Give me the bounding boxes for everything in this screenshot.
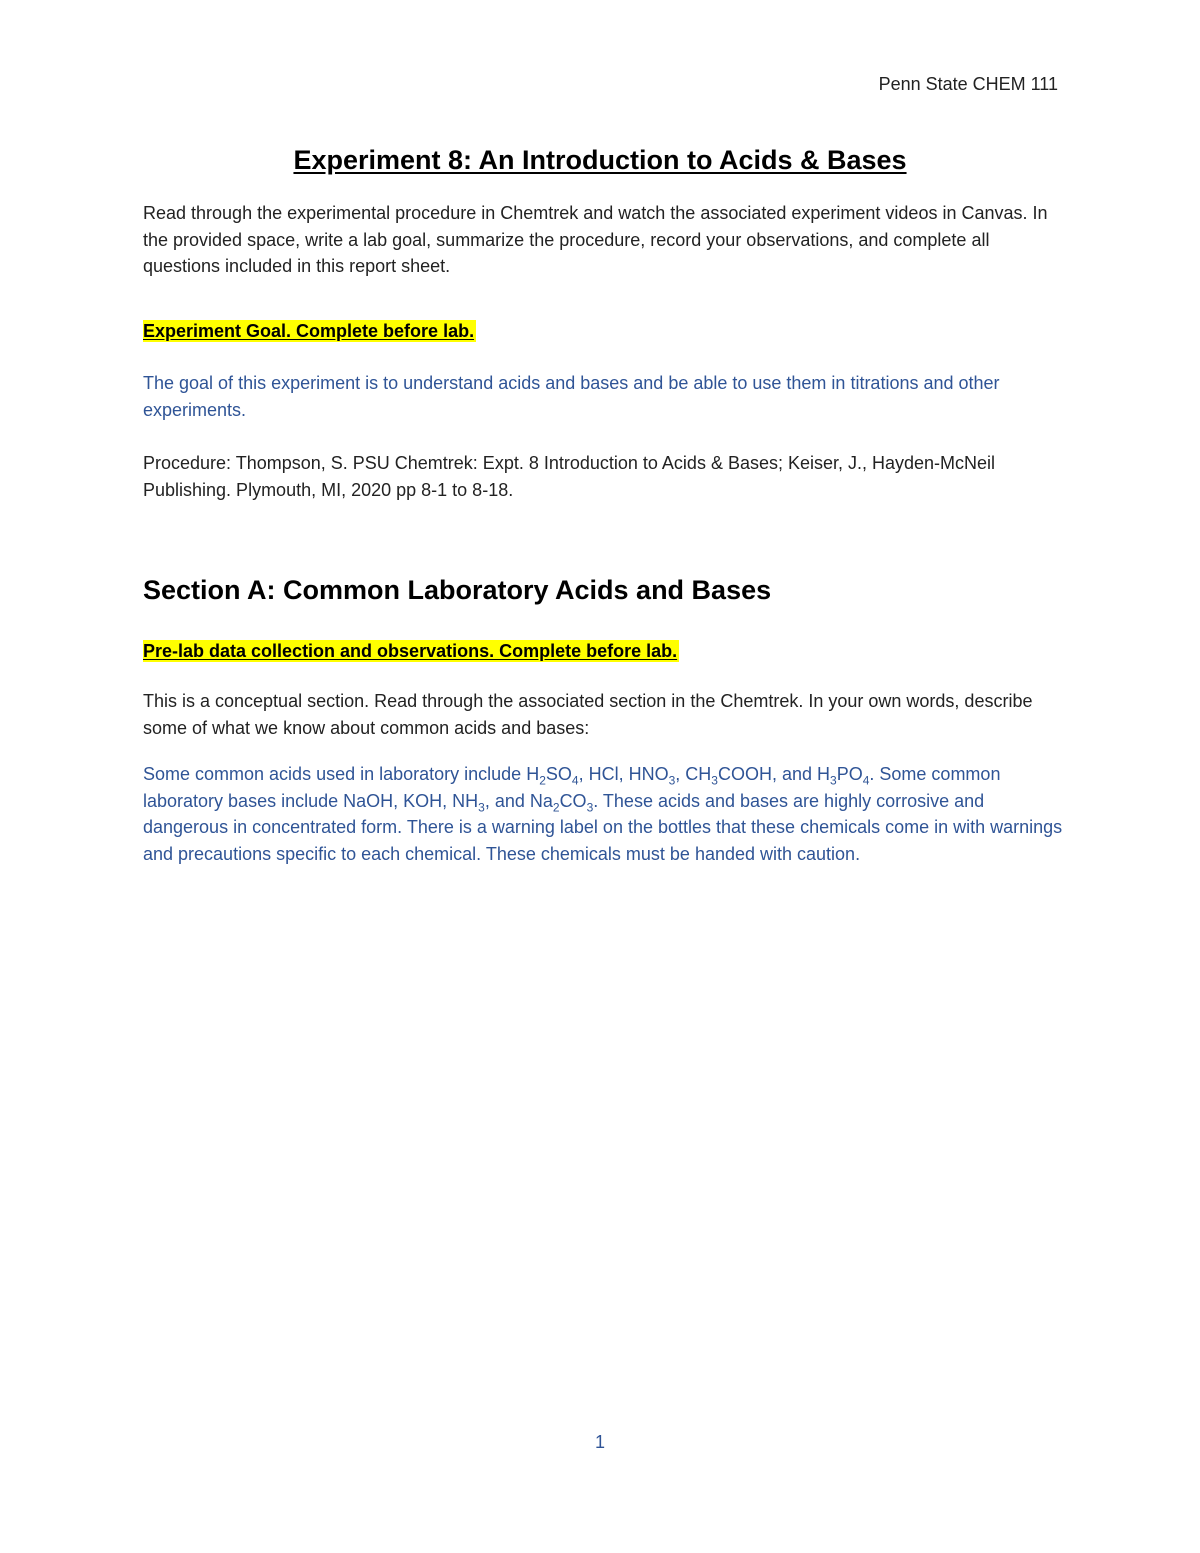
answer-text: PO [836,764,863,784]
subscript: 3 [668,773,676,788]
answer-text: . Some common laboratory bases include NaOH, KOH, NH [143,764,1001,811]
experiment-goal-label [143,318,1063,345]
subscript: 3 [830,773,837,788]
goal-label-highlight: Experiment Goal. Complete before lab. [143,321,475,341]
document-title: Experiment 8: An Introduction to Acids & Bases [293,145,907,175]
page-header: Penn State CHEM 111 [878,74,1058,94]
procedure-citation: Procedure: Thompson, S. PSU Chemtrek: Expt. 8 Introduction to Acids & Bases; Keiser, J., Hayden-McNeil Publishing. Plymouth, MI, 2020 pp 8-1 to 8-18. [143,453,996,500]
subscript: 2 [552,800,560,815]
prelab-label [143,638,1063,665]
section-a-title: Section A: Common Laboratory Acids and Bases [143,575,772,605]
concept-paragraph: This is a conceptual section. Read through the associated section in the Chemtrek. In your own words, describe some of what we know about common acids and bases: [143,691,1033,738]
answer-text: Some common acids used in laboratory include H [143,764,540,784]
subscript: 4 [571,773,579,788]
subscript: 3 [711,773,718,788]
answer-text: , HCl, HNO [578,764,669,784]
answer-text: , and Na [484,790,553,811]
answer-text: , CH [675,764,712,784]
subscript: 2 [539,773,546,788]
subscript: 3 [586,800,594,815]
intro-paragraph: Read through the experimental procedure in Chemtrek and watch the associated experiment videos in Canvas. In the provided space, write a lab goal, summarize the procedure, record your observations, and complete all questions included in this report sheet. [143,203,1048,276]
goal-answer: The goal of this experiment is to understand acids and bases and be able to use them in titrations and other experiments. [143,373,1000,420]
subscript: 4 [862,773,870,788]
prelab-label-highlight: Pre-lab data collection and observations. Complete before lab. [143,641,678,661]
subscript: 3 [478,800,485,815]
page-number: 1 [594,1432,605,1452]
answer-text: SO [545,764,572,784]
answer-text: . These acids and bases are highly corrosive and dangerous in concentrated form. There is a warning label on the bottles that these chemicals come in with warnings and precautions specific to each chemical. These chemicals must be handed with caution. [143,790,1063,864]
answer-text: COOH, and H [717,764,831,784]
answer-text: CO [559,790,587,811]
acids-bases-answer [143,761,1063,867]
